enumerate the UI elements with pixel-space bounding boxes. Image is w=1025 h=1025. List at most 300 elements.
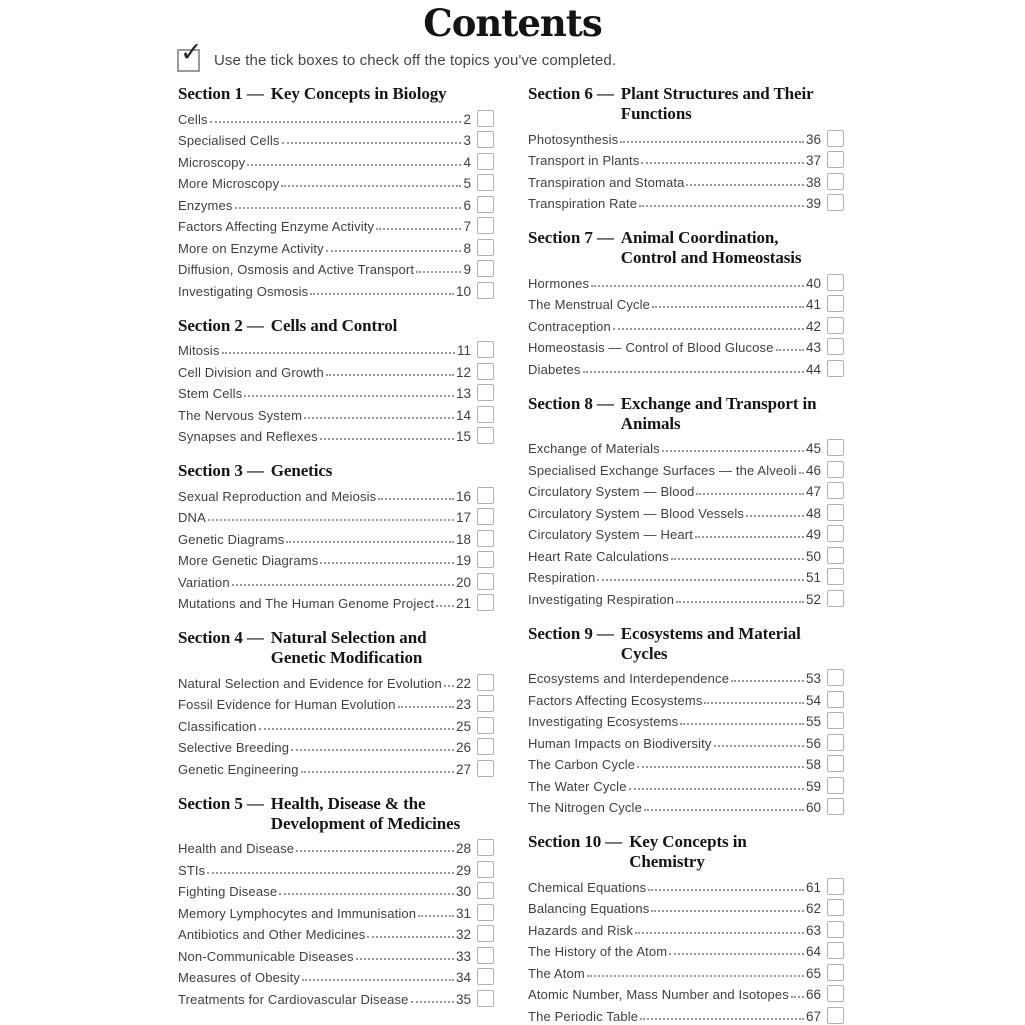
- tick-checkbox[interactable]: [827, 798, 844, 815]
- toc-entry: [528, 666, 844, 688]
- page-number: 25: [455, 718, 471, 734]
- section-title-line: Genetics: [270, 461, 333, 480]
- dot-leader: [367, 936, 454, 938]
- tick-checkbox[interactable]: [477, 260, 494, 277]
- entry-label: Human Impacts on Biodiversity: [528, 735, 712, 751]
- dot-leader: [411, 1001, 454, 1003]
- dot-leader: [583, 371, 804, 373]
- tick-checkbox[interactable]: [827, 482, 844, 499]
- tick-checkbox[interactable]: [477, 530, 494, 547]
- entry-label: Transpiration and Stomata: [528, 174, 685, 190]
- dot-leader: [597, 579, 804, 581]
- page-number: 61: [805, 879, 821, 895]
- section-number: Section 9 —: [528, 623, 614, 643]
- toc-entry: [528, 479, 844, 501]
- tick-checkbox[interactable]: [477, 925, 494, 942]
- entry-label: Ecosystems and Interdependence: [528, 671, 730, 686]
- toc-entry: [178, 548, 494, 570]
- tick-checkbox[interactable]: [477, 760, 494, 777]
- toc-section: [178, 316, 494, 446]
- page-number: 27: [455, 761, 471, 777]
- dot-leader: [235, 207, 462, 209]
- section-title-line: Health, Disease & the: [270, 793, 426, 813]
- page-number: 20: [455, 574, 471, 590]
- tick-checkbox[interactable]: [827, 130, 844, 147]
- entry-label: Mutations and The Human Genome Project: [178, 596, 435, 611]
- tick-checkbox[interactable]: [477, 674, 494, 691]
- tick-checkbox[interactable]: [477, 427, 494, 444]
- entry-label: Measures of Obesity: [178, 970, 301, 985]
- tick-checkbox[interactable]: [827, 317, 844, 334]
- dot-leader: [436, 605, 454, 607]
- dot-leader: [799, 472, 804, 474]
- entry-label: Chemical Equations: [528, 879, 647, 895]
- tick-checkbox[interactable]: [477, 738, 494, 755]
- toc-entry: [528, 960, 844, 982]
- dot-leader: [398, 706, 454, 708]
- dot-leader: [620, 141, 804, 143]
- dot-leader: [279, 893, 454, 895]
- page-number: 63: [805, 922, 821, 938]
- entry-label: The Periodic Table: [528, 1008, 639, 1024]
- entry-label: Synapses and Reflexes: [178, 429, 318, 444]
- entry-label: DNA: [178, 510, 206, 525]
- page-number: 23: [455, 697, 471, 712]
- section-title-line: Control and Homeostasis: [620, 248, 802, 267]
- page-number: 12: [455, 364, 471, 380]
- tick-checkbox[interactable]: [477, 573, 494, 590]
- toc-entry: [178, 756, 494, 778]
- dot-leader: [416, 271, 461, 273]
- section-title: [271, 794, 460, 834]
- tick-checkbox[interactable]: [827, 691, 844, 708]
- toc-entry: [178, 381, 494, 403]
- entry-label: Fighting Disease: [178, 884, 278, 899]
- entry-label: The History of the Atom: [528, 944, 668, 959]
- tick-checkbox[interactable]: [827, 461, 844, 478]
- tick-checkbox[interactable]: [477, 551, 494, 568]
- entry-label: Contraception: [528, 318, 611, 334]
- entry-label: Homeostasis — Control of Blood Glucose: [528, 340, 774, 355]
- entry-label: Non-Communicable Diseases: [178, 948, 354, 964]
- page-number: 65: [805, 965, 821, 981]
- entry-label: Antibiotics and Other Medicines: [178, 927, 366, 942]
- dot-leader: [629, 788, 804, 790]
- entry-label: Enzymes: [178, 197, 233, 213]
- section-number: Section 6 —: [528, 84, 614, 103]
- dot-leader: [286, 541, 454, 543]
- page-number: 10: [455, 283, 471, 299]
- tick-checkbox[interactable]: [477, 487, 494, 504]
- dot-leader: [680, 723, 804, 725]
- page-number: 33: [455, 948, 471, 964]
- toc-section: [528, 832, 844, 1025]
- section-title-line: Chemistry: [629, 852, 705, 871]
- page-number: 6: [463, 197, 471, 213]
- tick-checkbox[interactable]: [827, 439, 844, 456]
- dot-leader: [418, 915, 454, 917]
- toc-entry: [528, 730, 844, 752]
- page-number: 51: [805, 570, 821, 585]
- section-title-line: Plant Structures and Their: [620, 84, 814, 103]
- tick-checkbox[interactable]: [477, 196, 494, 213]
- toc-entry: [178, 879, 494, 901]
- toc-entry: [528, 586, 844, 608]
- toc-entry: [178, 692, 494, 714]
- entry-label: Natural Selection and Evidence for Evolution: [178, 675, 442, 691]
- entry-label: Balancing Equations: [528, 901, 650, 916]
- toc-entry: [528, 169, 844, 191]
- section-heading: [178, 461, 494, 481]
- tick-checkbox[interactable]: [477, 282, 494, 299]
- tick-checkbox[interactable]: [477, 695, 494, 712]
- section-heading: [178, 794, 494, 834]
- entry-label: Stem Cells: [178, 386, 243, 401]
- tick-checkbox[interactable]: [477, 968, 494, 985]
- tick-checkbox[interactable]: [827, 734, 844, 751]
- instruction-text: Use the tick boxes to check off the topics you've completed.: [214, 52, 617, 69]
- section-number: Section 1 —: [178, 84, 264, 103]
- toc-entry: [528, 356, 844, 378]
- toc-entry: [528, 126, 844, 148]
- tick-checkbox[interactable]: [827, 590, 844, 607]
- entry-label: Circulatory System — Blood Vessels: [528, 505, 745, 521]
- tick-checkbox[interactable]: [477, 384, 494, 401]
- toc-entry: [528, 436, 844, 458]
- page-number: 16: [455, 488, 471, 504]
- toc-entry: [178, 857, 494, 879]
- dot-leader: [613, 328, 804, 330]
- toc-entry: [178, 359, 494, 381]
- section-title-line: Genetic Modification: [270, 648, 423, 667]
- tick-checkbox[interactable]: [827, 899, 844, 916]
- tick-checkbox[interactable]: [827, 712, 844, 729]
- tick-checkbox[interactable]: [827, 295, 844, 312]
- dot-leader: [652, 306, 804, 308]
- dot-leader: [640, 1018, 804, 1020]
- dot-leader: [776, 349, 804, 351]
- toc-entry: [528, 522, 844, 544]
- page-number: 44: [805, 361, 821, 377]
- tick-checkbox[interactable]: [827, 669, 844, 686]
- section-heading: [178, 316, 494, 336]
- tick-checkbox[interactable]: [827, 921, 844, 938]
- page-number: 18: [455, 531, 471, 547]
- tick-checkbox[interactable]: [477, 217, 494, 234]
- entry-label: More Genetic Diagrams: [178, 553, 319, 568]
- page-number: 60: [805, 800, 821, 815]
- toc-entry: [178, 483, 494, 505]
- page-number: 28: [455, 841, 471, 856]
- dot-leader: [695, 536, 804, 538]
- dot-leader: [791, 996, 804, 998]
- dot-leader: [704, 702, 803, 704]
- dot-leader: [304, 417, 454, 419]
- section-title: [271, 316, 397, 336]
- dot-leader: [669, 953, 804, 955]
- tick-checkbox[interactable]: [827, 338, 844, 355]
- dot-leader: [320, 438, 454, 440]
- tick-checkbox[interactable]: [477, 594, 494, 611]
- toc-entry: [528, 752, 844, 774]
- dot-leader: [639, 205, 804, 207]
- page-number: 26: [455, 740, 471, 755]
- page-number: 45: [805, 441, 821, 456]
- tick-checkbox[interactable]: [477, 947, 494, 964]
- dot-leader: [320, 562, 454, 564]
- page-number: 62: [805, 901, 821, 916]
- entry-label: Treatments for Cardiovascular Disease: [178, 991, 409, 1007]
- toc-entry: [528, 1003, 844, 1025]
- tick-checkbox[interactable]: [827, 173, 844, 190]
- page-number: 39: [805, 196, 821, 211]
- entry-label: The Atom: [528, 965, 585, 981]
- tick-checkbox[interactable]: [827, 964, 844, 981]
- entry-label: The Nervous System: [178, 407, 303, 423]
- section-number: Section 7 —: [528, 228, 614, 247]
- tick-checkbox[interactable]: [827, 568, 844, 585]
- page-number: 36: [805, 131, 821, 147]
- toc-entry: [178, 149, 494, 171]
- entry-label: The Nitrogen Cycle: [528, 800, 642, 815]
- entry-label: Transport in Plants: [528, 153, 640, 168]
- page-number: 8: [463, 240, 471, 256]
- page-number: 53: [805, 671, 821, 686]
- page-number: 52: [805, 591, 821, 607]
- section-title-line: Ecosystems and Material: [620, 623, 801, 643]
- page-number: 42: [805, 318, 821, 334]
- page-number: 15: [455, 429, 471, 444]
- entry-label: Genetic Diagrams: [178, 531, 285, 547]
- entry-label: Specialised Cells: [178, 133, 280, 148]
- dot-leader: [648, 889, 804, 891]
- toc-entry: [528, 335, 844, 357]
- dot-leader: [310, 293, 454, 295]
- section-title: [629, 832, 747, 872]
- entry-label: Classification: [178, 718, 257, 734]
- toc-section: [528, 394, 844, 608]
- page-number: 64: [805, 944, 821, 959]
- tick-checkbox[interactable]: [477, 882, 494, 899]
- toc-section: [178, 794, 494, 1008]
- tick-checkbox[interactable]: [827, 360, 844, 377]
- toc-entry: [178, 591, 494, 613]
- section-number: Section 2 —: [178, 315, 264, 335]
- toc-entry: [178, 986, 494, 1008]
- entry-label: Cells: [178, 111, 208, 127]
- dot-leader: [291, 749, 454, 751]
- toc-entry: [528, 457, 844, 479]
- toc-entry: [178, 235, 494, 257]
- tick-checkbox[interactable]: [827, 942, 844, 959]
- entry-label: Exchange of Materials: [528, 441, 660, 456]
- tick-checkbox[interactable]: [827, 755, 844, 772]
- page-number: 2: [463, 111, 471, 127]
- tick-checkbox[interactable]: [477, 904, 494, 921]
- entry-label: Heart Rate Calculations: [528, 548, 669, 564]
- toc-entry: [528, 874, 844, 896]
- tick-checkbox[interactable]: [827, 985, 844, 1002]
- section-title-line: Key Concepts in: [629, 832, 747, 851]
- dot-leader: [244, 395, 454, 397]
- tick-checkbox[interactable]: [827, 194, 844, 211]
- section-number: Section 10 —: [528, 832, 623, 851]
- tick-checkbox[interactable]: [827, 547, 844, 564]
- section-title: [271, 628, 427, 668]
- tick-checkbox[interactable]: [477, 110, 494, 127]
- page-number: 43: [805, 340, 821, 355]
- tick-checkbox[interactable]: [827, 777, 844, 794]
- tick-checkbox[interactable]: [477, 174, 494, 191]
- entry-label: Sexual Reproduction and Meiosis: [178, 488, 377, 504]
- entry-label: Hazards and Risk: [528, 922, 633, 938]
- section-heading: [528, 84, 844, 124]
- entry-label: Health and Disease: [178, 841, 295, 856]
- entry-label: Transpiration Rate: [528, 196, 638, 211]
- tick-checkbox[interactable]: [477, 861, 494, 878]
- toc-entry: [528, 773, 844, 795]
- dot-leader: [282, 142, 462, 144]
- toc-section: [528, 228, 844, 378]
- entry-label: Fossil Evidence for Human Evolution: [178, 697, 396, 712]
- dot-leader: [208, 519, 454, 521]
- tick-checkbox[interactable]: [827, 274, 844, 291]
- page-number: 9: [463, 262, 471, 277]
- tick-checkbox[interactable]: [827, 525, 844, 542]
- dot-leader: [635, 932, 804, 934]
- tick-checkbox[interactable]: [477, 508, 494, 525]
- page-number: 58: [805, 757, 821, 772]
- dot-leader: [356, 958, 454, 960]
- toc-entry: [528, 313, 844, 335]
- section-title-line: Exchange and Transport in: [620, 393, 817, 413]
- dot-leader: [686, 184, 804, 186]
- toc-section: [178, 628, 494, 778]
- toc-entry: [178, 214, 494, 236]
- toc-entry: [528, 917, 844, 939]
- entry-label: Respiration: [528, 570, 596, 585]
- section-heading: [528, 228, 844, 268]
- section-title: [271, 84, 447, 104]
- entry-label: Genetic Engineering: [178, 761, 299, 777]
- toc-entry: [528, 687, 844, 709]
- dot-leader: [326, 374, 454, 376]
- entry-label: Diffusion, Osmosis and Active Transport: [178, 262, 415, 277]
- toc-entry: [528, 565, 844, 587]
- toc-entry: [178, 505, 494, 527]
- page-number: 30: [455, 884, 471, 899]
- tick-checkbox[interactable]: [477, 406, 494, 423]
- entry-label: Circulatory System — Heart: [528, 527, 693, 542]
- tick-checkbox[interactable]: [827, 151, 844, 168]
- toc-entry: [528, 148, 844, 170]
- entry-label: Hormones: [528, 275, 590, 291]
- toc-entry: [178, 943, 494, 965]
- toc-entry: [528, 543, 844, 565]
- dot-leader: [637, 766, 804, 768]
- page-number: 35: [455, 991, 471, 1007]
- section-number: Section 3 —: [178, 461, 264, 480]
- toc-entry: [528, 270, 844, 292]
- toc-section: [528, 84, 844, 212]
- toc-entry: [178, 965, 494, 987]
- page-number: 54: [805, 692, 821, 708]
- tick-checkbox[interactable]: [477, 239, 494, 256]
- tick-checkbox[interactable]: [477, 341, 494, 358]
- page-number: 59: [805, 778, 821, 794]
- toc-entry: [178, 569, 494, 591]
- toc-entry: [178, 106, 494, 128]
- section-title-line: Development of Medicines: [270, 813, 461, 833]
- tick-checkbox[interactable]: [477, 717, 494, 734]
- toc-entry: [528, 896, 844, 918]
- tick-checkbox[interactable]: [827, 1007, 844, 1024]
- dot-leader: [302, 979, 454, 981]
- page-number: 32: [455, 927, 471, 942]
- tick-checkbox[interactable]: [827, 878, 844, 895]
- entry-label: Cell Division and Growth: [178, 364, 324, 380]
- entry-label: Memory Lymphocytes and Immunisation: [178, 905, 417, 921]
- toc-column-left: [178, 68, 494, 1025]
- toc-entry: [528, 709, 844, 731]
- toc-entry: [178, 128, 494, 150]
- dot-leader: [587, 975, 804, 977]
- page-number: 49: [805, 527, 821, 542]
- dot-leader: [641, 162, 803, 164]
- dot-leader: [259, 728, 454, 730]
- page-number: 21: [455, 596, 471, 611]
- toc-entry: [178, 338, 494, 360]
- entry-label: The Carbon Cycle: [528, 757, 636, 772]
- dot-leader: [662, 450, 804, 452]
- dot-leader: [696, 493, 804, 495]
- toc-entry: [178, 171, 494, 193]
- entry-label: Specialised Exchange Surfaces — the Alveoli: [528, 462, 797, 478]
- tick-checkbox[interactable]: [477, 131, 494, 148]
- section-title: [621, 84, 814, 124]
- tick-checkbox[interactable]: [827, 504, 844, 521]
- toc-entry: [528, 939, 844, 961]
- section-heading: [528, 832, 844, 872]
- dot-leader: [378, 498, 454, 500]
- section-title-line: Functions: [620, 104, 692, 123]
- section-heading: [528, 394, 844, 434]
- toc-entry: [178, 735, 494, 757]
- section-title-line: Cycles: [620, 643, 668, 663]
- toc-entry: [178, 670, 494, 692]
- page-number: 46: [805, 462, 821, 478]
- section-number: Section 5 —: [178, 793, 264, 813]
- dot-leader: [714, 745, 804, 747]
- toc-entry: [528, 500, 844, 522]
- page-number: 47: [805, 484, 821, 499]
- tick-checkbox[interactable]: [477, 990, 494, 1007]
- entry-label: Atomic Number, Mass Number and Isotopes: [528, 987, 789, 1002]
- entry-label: Factors Affecting Enzyme Activity: [178, 219, 375, 234]
- section-title-line: Natural Selection and: [270, 628, 427, 647]
- tick-checkbox[interactable]: [477, 363, 494, 380]
- tick-checkbox[interactable]: [477, 839, 494, 856]
- section-title-line: Animal Coordination,: [620, 228, 779, 247]
- page-title: Contents: [423, 1, 602, 45]
- section-number: Section 8 —: [528, 393, 614, 413]
- section-title: [621, 624, 801, 664]
- toc-entry: [178, 278, 494, 300]
- page-number: 3: [463, 133, 471, 148]
- tick-checkbox[interactable]: [477, 153, 494, 170]
- toc-section: [178, 84, 494, 300]
- page-number: 31: [455, 905, 471, 921]
